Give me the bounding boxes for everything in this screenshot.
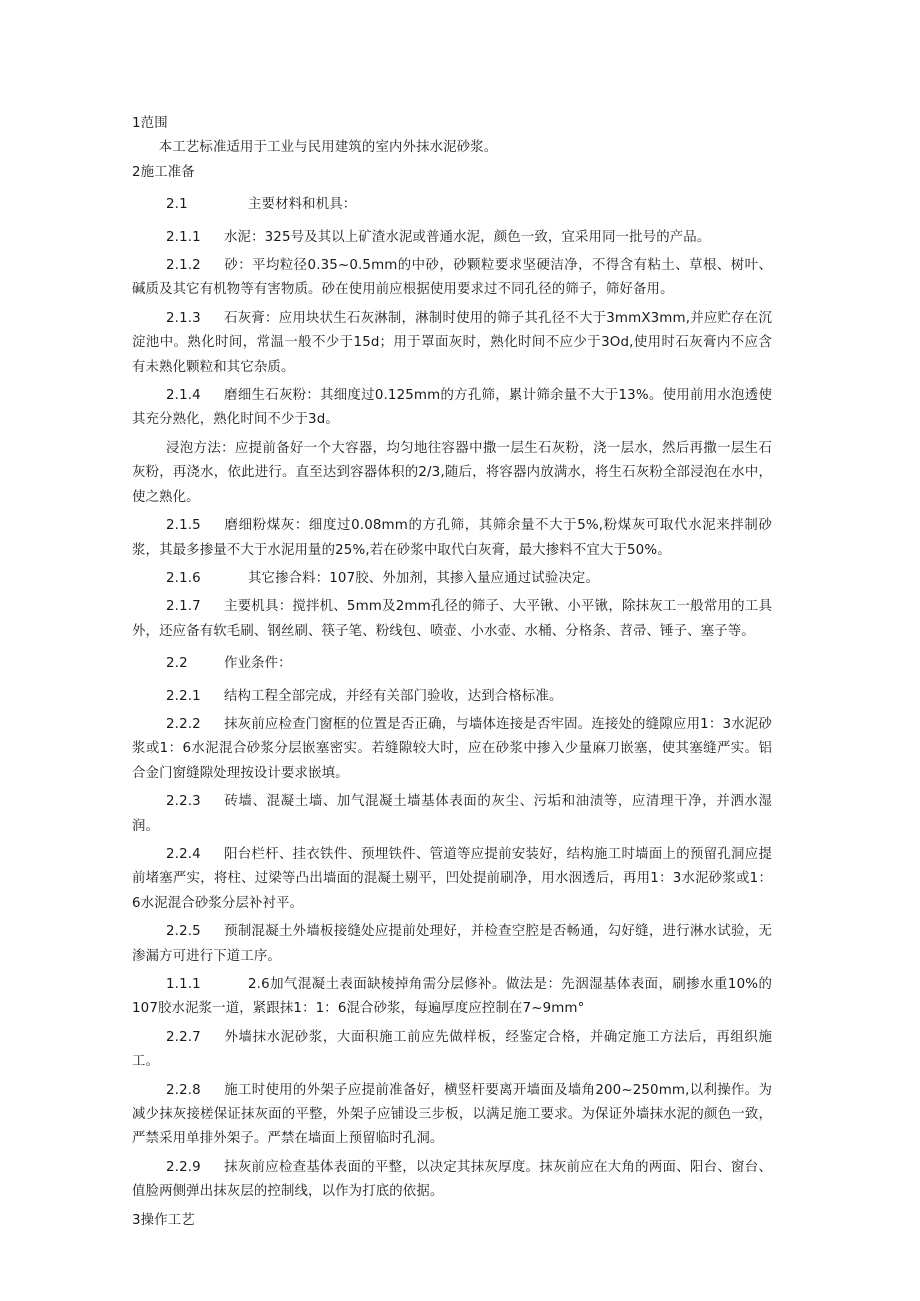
- item-2-2-3: [132, 790, 772, 839]
- item-2-1-2-number: 2.1.2: [166, 258, 201, 274]
- item-1-1-1-number: 1.1.1: [166, 977, 201, 992]
- item-2-1-3: [132, 307, 772, 380]
- subsection-2-2-text: 作业条件：: [224, 656, 292, 672]
- item-2-2-4-number: 2.2.4: [166, 846, 201, 862]
- document-page: [132, 112, 772, 1233]
- item-2-2-8-number: 2.2.8: [166, 1082, 201, 1098]
- item-2-2-2-number: 2.2.2: [166, 716, 201, 732]
- item-2-1-4-text: 磨细生石灰粉：其细度过0.125mm的方孔筛，累计筛余量不大于13%。使用前用水泡透使其充分熟化，熟化时间不少于3d。: [132, 388, 772, 428]
- item-2-2-9-number: 2.2.9: [166, 1159, 201, 1175]
- item-2-2-8: [132, 1079, 772, 1152]
- item-2-2-2: [132, 713, 772, 786]
- item-2-2-8-text: 施工时使用的外架子应提前准备好，横竖杆要离开墙面及墙角200~250mm,以利操作。为减少抹灰接槎保证抹灰面的平整，外架子应铺设三步板，以满足施工要求。为保证外墙抹水泥的颜色一致，严禁采用单排外架子。严禁在墙面上预留临时孔洞。: [132, 1082, 772, 1147]
- item-2-2-4-text: 阳台栏杆、挂衣铁件、预埋铁件、管道等应提前安装好，结构施工时墙面上的预留孔洞应提前堵塞严实，将柱、过梁等凸出墙面的混凝土剔平，凹处提前刷净，用水洇透后，再用1：3水泥砂浆或1：6水泥混合砂浆分层补衬平。: [132, 846, 772, 911]
- item-2-2-1-number: 2.2.1: [166, 688, 201, 704]
- item-2-2-5-text: 预制混凝土外墙板接缝处应提前处理好，并检查空腔是否畅通，勾好缝，进行淋水试验，无渗漏方可进行下道工序。: [132, 924, 772, 964]
- item-2-1-4-number: 2.1.4: [166, 388, 201, 404]
- item-2-1-7-number: 2.1.7: [166, 599, 201, 615]
- item-1-1-1: [132, 973, 772, 1022]
- item-2-2-1: [132, 685, 772, 709]
- item-2-1-4: [132, 384, 772, 433]
- section-2-title: 2施工准备: [132, 164, 195, 180]
- item-2-2-7: [132, 1026, 772, 1075]
- item-2-1-1: [132, 226, 772, 250]
- item-2-2-4: [132, 843, 772, 916]
- item-2-1-3-number: 2.1.3: [166, 310, 201, 326]
- item-2-1-1-text: 水泥：325号及其以上矿渣水泥或普通水泥，颜色一致，宜采用同一批号的产品。: [224, 229, 711, 245]
- item-2-2-2-text: 抹灰前应检查门窗框的位置是否正确，与墙体连接是否牢固。连接处的缝隙应用1：3水泥砂浆或1：6水泥混合砂浆分层嵌塞密实。若缝隙较大时，应在砂浆中掺入少量麻刀嵌塞，使其塞缝严实。铝合金门窗缝隙处理按设计要求嵌填。: [132, 716, 772, 781]
- item-2-1-7-text: 主要机具：搅拌机、5mm及2mm孔径的筛子、大平锹、小平锹，除抹灰工一般常用的工具外，还应备有软毛刷、钢丝刷、筷子笔、粉线包、喷壶、小水壶、水桶、分格条、苕帚、锤子、塞子等。: [132, 599, 772, 639]
- item-2-2-5: [132, 920, 772, 969]
- item-2-1-2-text: 砂：平均粒径0.35~0.5mm的中砂，砂颗粒要求坚硬洁净，不得含有粘土、草根、树叶、碱质及其它有机物等有害物质。砂在使用前应根据使用要求过不同孔径的筛子，筛好备用。: [132, 258, 772, 298]
- item-2-1-1-number: 2.1.1: [166, 229, 201, 245]
- soak-method-paragraph: 浸泡方法：应提前备好一个大容器，均匀地往容器中撒一层生石灰粉，浇一层水，然后再撒一层生石灰粉，再浇水，依此进行。直至达到容器体积的2/3,随后，将容器内放满水，将生石灰粉全部浸泡在水中，使之熟化。: [132, 440, 772, 505]
- item-2-1-6: [132, 567, 772, 591]
- section-1-title: 1范围: [132, 116, 168, 131]
- item-2-1-5-text: 磨细粉煤灰：细度过0.08mm的方孔筛，其筛余量不大于5%,粉煤灰可取代水泥来拌制砂浆，其最多掺量不大于水泥用量的25%,若在砂浆中取代白灰膏，最大掺料不宜大于50%。: [132, 518, 772, 558]
- item-2-1-2: [132, 254, 772, 303]
- item-2-1-6-number: 2.1.6: [166, 570, 201, 586]
- item-2-2-9: [132, 1156, 772, 1205]
- subsection-2-1-text: 主要材料和机具：: [248, 197, 357, 213]
- item-2-2-3-number: 2.2.3: [166, 794, 201, 810]
- item-2-2-7-text: 外墙抹水泥砂浆，大面积施工前应先做样板，经鉴定合格，并确定施工方法后，再组织施工。: [132, 1029, 772, 1070]
- item-2-2-5-number: 2.2.5: [166, 924, 201, 940]
- subsection-2-1: [132, 193, 772, 217]
- item-2-1-7: [132, 595, 772, 644]
- item-2-1-6-text: 其它掺合料：107胶、外加剂，其掺入量应通过试验决定。: [248, 570, 599, 586]
- subsection-2-2-number: 2.2: [166, 656, 188, 672]
- item-2-1-5-number: 2.1.5: [166, 518, 201, 534]
- subsection-2-2: [132, 652, 772, 676]
- section-1-body: 本工艺标准适用于工业与民用建筑的室内外抹水泥砂浆。: [158, 140, 498, 156]
- subsection-2-1-number: 2.1: [166, 197, 188, 213]
- item-1-1-1-text: 2.6加气混凝土表面缺棱掉角需分层修补。做法是：先洇湿基体表面，刷掺水重10%的107胶水泥浆一道，紧跟抹1：1：6混合砂浆，每遍厚度应控制在7~9mm°: [132, 977, 772, 1017]
- item-2-2-1-text: 结构工程全部完成，并经有关部门验收，达到合格标准。: [224, 688, 563, 704]
- item-2-2-3-text: 砖墙、混凝土墙、加气混凝土墙基体表面的灰尘、污垢和油渍等，应清理干净，并洒水湿润。: [132, 794, 772, 834]
- item-2-1-5: [132, 514, 772, 563]
- section-3-title: 3操作工艺: [132, 1212, 195, 1228]
- item-2-2-9-text: 抹灰前应检查基体表面的平整，以决定其抹灰厚度。抹灰前应在大角的两面、阳台、窗台、值脸两侧弹出抹灰层的控制线，以作为打底的依据。: [132, 1159, 772, 1200]
- item-2-2-7-number: 2.2.7: [166, 1029, 201, 1045]
- item-2-1-3-text: 石灰膏：应用块状生石灰淋制，淋制时使用的筛子其孔径不大于3mmX3mm,并应贮存在沉淀池中。熟化时间，常温一般不少于15d；用于罩面灰时，熟化时间不应少于3Od,使用时石灰膏内不应含有未熟化颗粒和其它杂质。: [132, 310, 772, 375]
